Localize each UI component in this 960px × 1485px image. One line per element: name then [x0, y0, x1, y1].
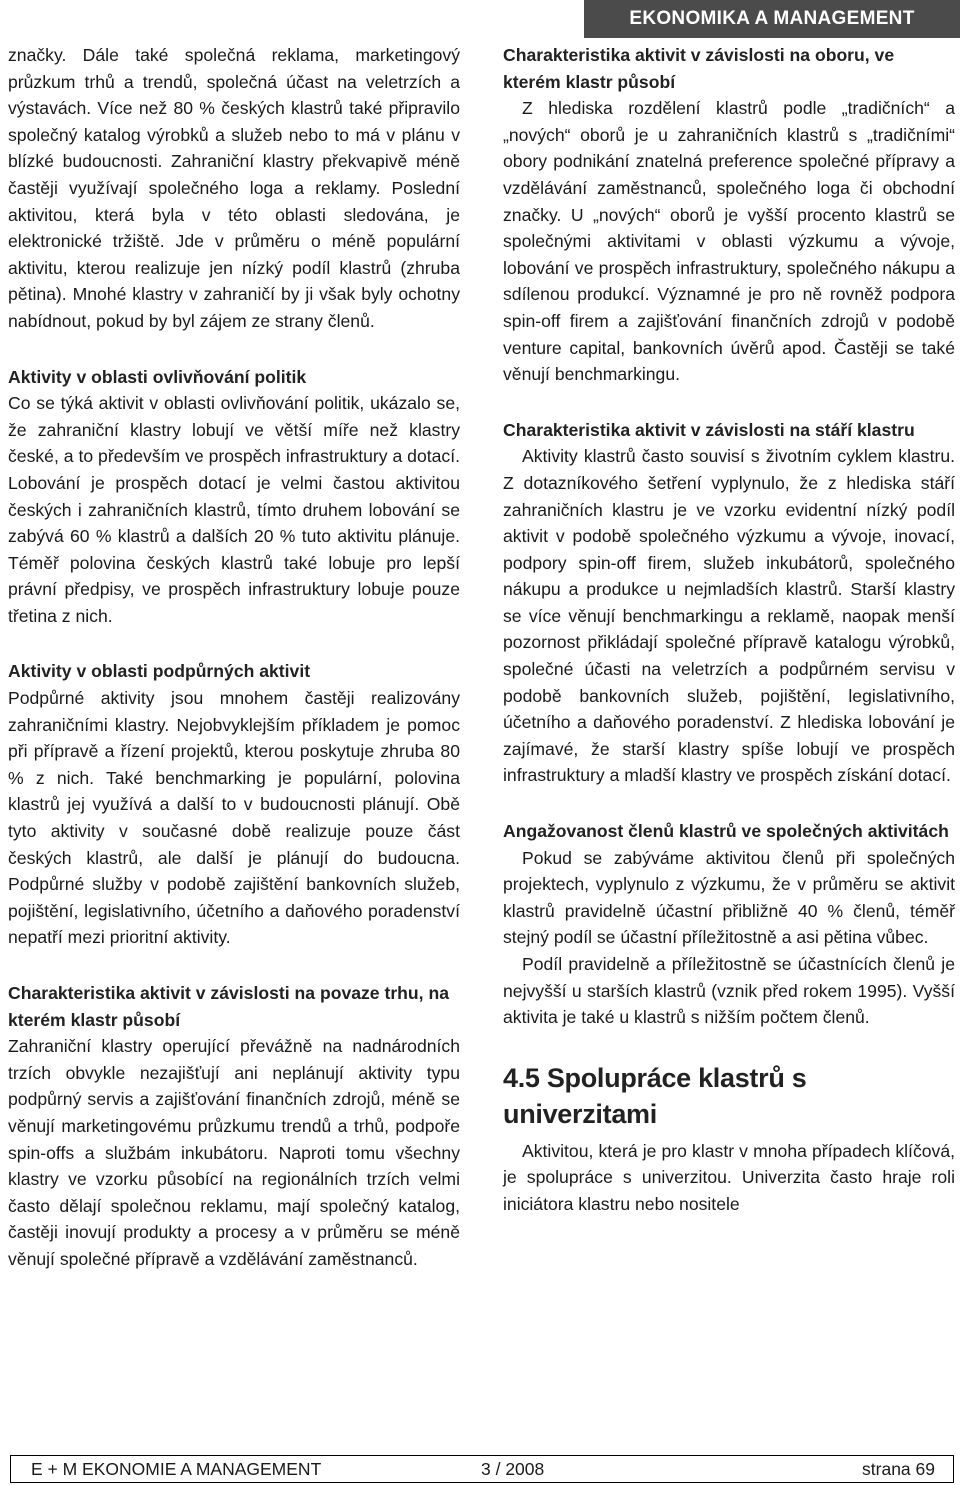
section-heading-povaha-trhu: Charakteristika aktivit v závislosti na povaze trhu, na kterém klastr působí [8, 983, 449, 1030]
section-heading-stari: Charakteristika aktivit v závislosti na stáří klastru [503, 419, 915, 440]
section-text-povaha-trhu: Zahraniční klastry operující převážně na nadnárodních trzích obvykle nezajišťují ani neplánují aktivity typu podpůrný servis a zajišťování finančních zdrojů, méně se věnují marketingovému průzkumu trendů a trhů, podpoře spin-offs a službám inkubátoru. Naproti tomu všechny klastry ve vzorku působící na regionálních trzích velmi často dělají společnou reklamu, mají společný katalog, častěji inovují produkty a procesy a v průměru se méně věnují společné přípravě a vzdělávání zaměstnanců. [8, 1036, 460, 1269]
left-column [8, 42, 460, 1273]
footer-journal-name: E + M EKONOMIE A MANAGEMENT [31, 1458, 322, 1479]
right-column [503, 42, 955, 1218]
page-footer [10, 1455, 954, 1483]
section-text-podpurne: Podpůrné aktivity jsou mnohem častěji realizovány zahraničními klastry. Nejobvyklejším příkladem je pomoc při přípravě a řízení projektů, kterou poskytuje zhruba 80 % z nich. Také benchmarking je populární, polovina klastrů jej využívá a další to v budoucnosti plánují. Obě tyto aktivity v současné době realizuje pouze část českých klastrů, ale další je plánují do budoucna. Podpůrné služby v podobě zajištění bankovních služeb, pojištění, legislativního, účetního a daňového poradenství nepatří mezi prioritní aktivity. [8, 688, 460, 948]
section-heading-obor: Charakteristika aktivit v závislosti na oboru, ve kterém klastr působí [503, 45, 895, 92]
section-text-angazovanost-2: Podíl pravidelně a příležitostně se účastnících členů je nejvyšší u starších klastrů (vznik před rokem 1995). Vyšší aktivita je také u klastrů s nižším počtem členů. [503, 954, 955, 1028]
section-text-angazovanost-1: Pokud se zabýváme aktivitou členů při společných projektech, vyplynulo z výzkumu, že v průměru se aktivit klastrů pravidelně účastní přibližně 40 % členů, téměř stejný podíl se účastní příležitostně a asi pětina vůbec. [503, 847, 955, 948]
section-heading-politik: Aktivity v oblasti ovlivňování politik [8, 366, 307, 387]
footer-page-number: strana 69 [862, 1458, 935, 1479]
section-heading-angazovanost: Angažovanost členů klastrů ve společných aktivitách [503, 821, 949, 842]
section-heading-podpurne: Aktivity v oblasti podpůrných aktivit [8, 661, 311, 682]
chapter-heading: 4.5 Spolupráce klastrů s univerzitami [503, 1062, 807, 1129]
intro-paragraph: značky. Dále také společná reklama, marketingový průzkum trhů a trendů, společná účast na veletrzích a výstavách. Více než 80 % českých klastrů také připravilo společný katalog výrobků a služeb nebo to má v plánu v blízké budoucnosti. Zahraniční klastry překvapivě méně častěji využívají společného loga a reklamy. Poslední aktivitou, která byla v této oblasti sledována, je elektronické tržiště. Jde v průměru o méně populární aktivitu, kterou realizuje jen nízký podíl klastrů (zhruba pětina). Mnohé klastry v zahraničí by ji však byly ochotny nabídnout, pokud by byl zájem ze strany členů. [8, 45, 460, 331]
section-text-obor: Z hlediska rozdělení klastrů podle „tradičních“ a „nových“ oborů je u zahraničních klastrů s „tradičními“ obory podnikání znatelná preference společné přípravy a vzdělávání zaměstnanců, společného loga či obchodní značky. U „nových“ oborů je vyšší procento klastrů se společnými aktivitami v oblasti výzkumu a vývoje, lobování ve prospěch infrastruktury, společného nákupu a sdílenou produkcí. Významné je pro ně rovněž podpora spin-off firem a zajišťování finančních zdrojů v podobě venture capital, bankovních úvěrů apod. Častěji se také věnují benchmarkingu. [503, 98, 955, 385]
footer-issue: 3 / 2008 [481, 1458, 545, 1479]
journal-section-tag: EKONOMIKA A MANAGEMENT [584, 0, 960, 38]
section-text-stari: Aktivity klastrů často souvisí s životním cyklem klastru. Z dotazníkového šetření vyplynulo, že z hlediska stáří zahraničních klastru je ve vzorku evidentní nízký podíl aktivit v podobě společného výzkumu a vývoje, inovací, podpory spin-off firem, služeb inkubátorů, společného nákupu a produkce u nejmladších klastrů. Starší klastry se více věnují benchmarkingu a reklamě, naopak menší pozornost přikládají společné přípravě katalogu výrobků, společné účasti na veletrzích a podpůrném servisu v podobě bankovních služeb, pojištění, legislativního, účetního a daňového poradenství. Z hlediska lobování je zajímavé, že starší klastry spíše lobují ve prospěch infrastruktury a mladší klastry ve prospěch získání dotací. [503, 446, 955, 786]
section-text-politik: Co se týká aktivit v oblasti ovlivňování politik, ukázalo se, že zahraniční klastry lobují ve větší míře než klastry české, a to především ve prospěch infrastruktury a dotací. Lobování je prospěch dotací je velmi častou aktivitou českých i zahraničních klastrů, tímto druhem lobování se zabývá 60 % klastrů a dalších 20 % tuto aktivitu plánuje. Téměř polovina českých klastrů také lobuje pro lepší právní předpisy, ve prospěch infrastruktury lobuje pouze třetina z nich. [8, 393, 460, 626]
chapter-text: Aktivitou, která je pro klastr v mnoha případech klíčová, je spolupráce s univerzitou. Univerzita často hraje roli iniciátora klastru nebo nositele [503, 1140, 955, 1214]
